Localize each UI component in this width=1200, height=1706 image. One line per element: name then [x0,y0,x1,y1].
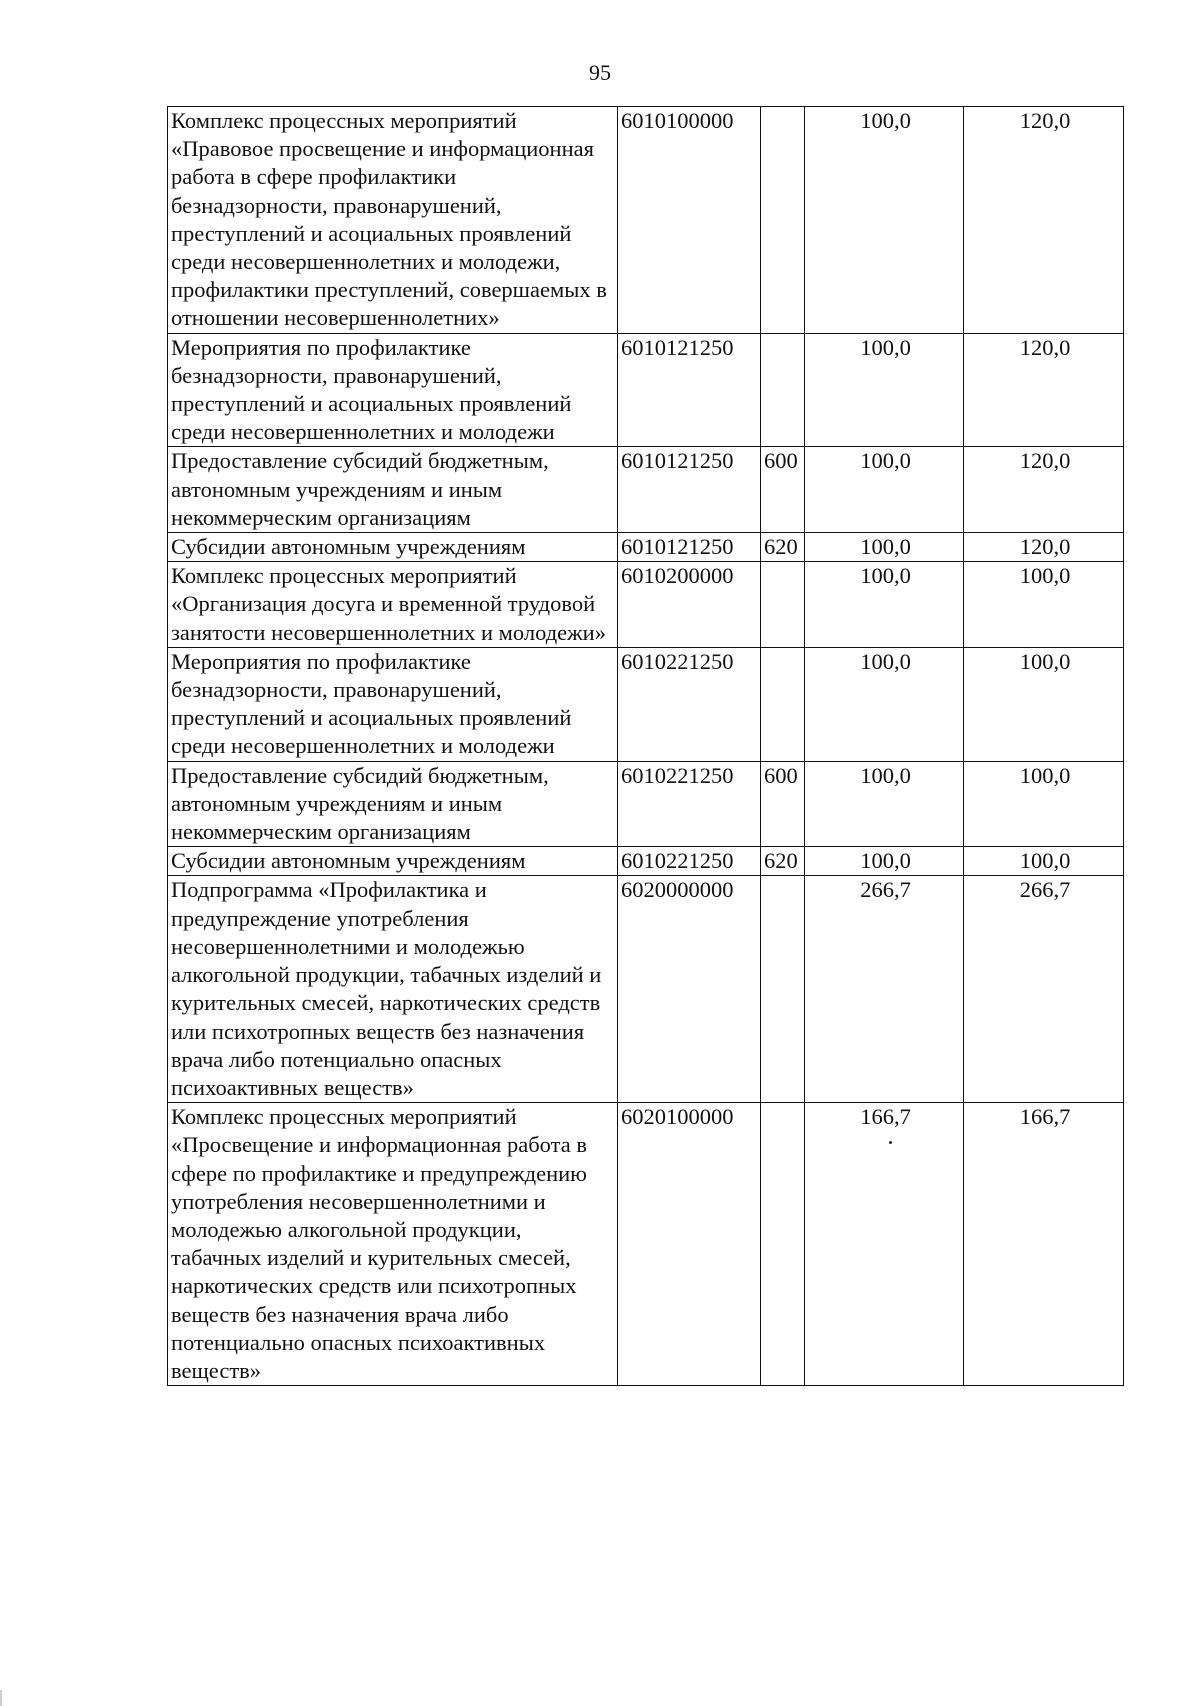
row-name: Субсидии автономным учреждениям [168,847,618,876]
row-code: 6010221250 [618,761,761,847]
row-code: 6010221250 [618,647,761,761]
row-name: Комплекс процессных мероприятий «Организация досуга и временной трудовой занятости несовершеннолетних и молодежи» [168,562,618,648]
row-kind [761,562,805,648]
table-row [168,447,1124,533]
row-amount-1: 100,0 [805,447,964,533]
row-kind: 600 [761,761,805,847]
row-amount-1: 266,7 [805,876,964,1103]
row-code: 6010121250 [618,333,761,447]
row-name: Подпрограмма «Профилактика и предупреждение употребления несовершеннолетними и молодежью алкогольной продукции, табачных изделий и курительных смесей, наркотических средств или психотропных веществ без назначения врача либо потенциально опасных психоактивных веществ» [168,876,618,1103]
row-amount-2: 120,0 [964,333,1124,447]
table-row [168,562,1124,648]
row-name: Мероприятия по профилактике безнадзорности, правонарушений, преступлений и асоциальных проявлений среди несовершеннолетних и молодежи [168,647,618,761]
row-name: Мероприятия по профилактике безнадзорности, правонарушений, преступлений и асоциальных проявлений среди несовершеннолетних и молодежи [168,333,618,447]
row-amount-2: 120,0 [964,533,1124,562]
row-code: 6010200000 [618,562,761,648]
table-row [168,333,1124,447]
row-amount-2: 166,7 [964,1103,1124,1386]
row-kind [761,333,805,447]
row-amount-2: 100,0 [964,647,1124,761]
row-code: 6020100000 [618,1103,761,1386]
page-number: 95 [589,60,611,85]
row-amount-2: 120,0 [964,107,1124,334]
row-kind: 600 [761,447,805,533]
row-kind: 620 [761,533,805,562]
row-kind [761,107,805,334]
row-code: 6010121250 [618,533,761,562]
table-row [168,533,1124,562]
row-amount-2: 100,0 [964,847,1124,876]
row-amount-1: 100,0 [805,761,964,847]
budget-table [167,106,1124,1386]
row-name: Предоставление субсидий бюджетным, автономным учреждениям и иным некоммерческим организациям [168,761,618,847]
row-amount-1: 166,7 [805,1103,964,1386]
row-code: 6010121250 [618,447,761,533]
row-code: 6010100000 [618,107,761,334]
table-row [168,761,1124,847]
row-amount-1: 100,0 [805,562,964,648]
row-name: Комплекс процессных мероприятий «Правовое просвещение и информационная работа в сфере профилактики безнадзорности, правонарушений, преступлений и асоциальных проявлений среди несовершеннолетних и молодежи, профилактики преступлений, совершаемых в отношении несовершеннолетних» [168,107,618,334]
scan-speck [889,1141,892,1144]
scan-edge-mark [0,1690,2,1706]
row-amount-2: 100,0 [964,562,1124,648]
row-amount-2: 266,7 [964,876,1124,1103]
row-kind [761,647,805,761]
row-amount-1: 100,0 [805,847,964,876]
row-kind: 620 [761,847,805,876]
row-amount-1: 100,0 [805,647,964,761]
table-row [168,876,1124,1103]
row-name: Субсидии автономным учреждениям [168,533,618,562]
table-row [168,647,1124,761]
table-row [168,847,1124,876]
row-amount-2: 120,0 [964,447,1124,533]
row-kind [761,1103,805,1386]
row-code: 6010221250 [618,847,761,876]
row-amount-1: 100,0 [805,333,964,447]
row-code: 6020000000 [618,876,761,1103]
table-row [168,1103,1124,1386]
table-row [168,107,1124,334]
row-amount-1: 100,0 [805,533,964,562]
row-kind [761,876,805,1103]
row-amount-2: 100,0 [964,761,1124,847]
row-amount-1: 100,0 [805,107,964,334]
row-name: Комплекс процессных мероприятий «Просвещение и информационная работа в сфере по профилактике и предупреждению употребления несовершеннолетними и молодежью алкогольной продукции, табачных изделий и курительных смесей, наркотических средств или психотропных веществ без назначения врача либо потенциально опасных психоактивных веществ» [168,1103,618,1386]
row-name: Предоставление субсидий бюджетным, автономным учреждениям и иным некоммерческим организациям [168,447,618,533]
